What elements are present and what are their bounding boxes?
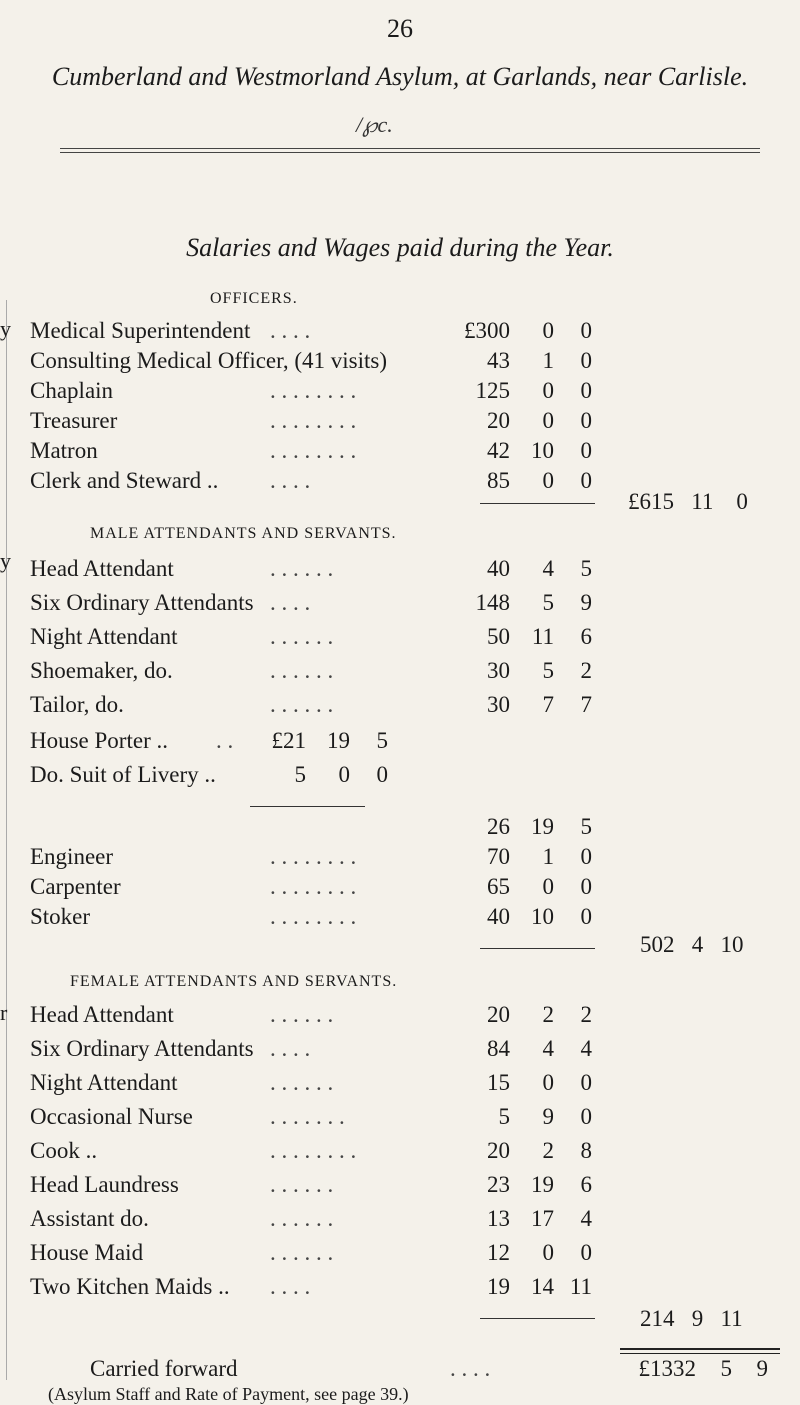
row-pounds: 20 [487, 1002, 510, 1027]
row-pence: 5 [580, 556, 592, 581]
ledger-row [30, 378, 600, 412]
row-pence: 7 [580, 692, 592, 717]
porter-rule [250, 806, 365, 807]
row-shillings: 0 [542, 874, 554, 899]
row-dots: . . . . . . . . [270, 874, 357, 899]
male-total-shillings: 4 [691, 932, 704, 957]
row-shillings: 2 [542, 1138, 554, 1163]
double-rule [620, 1348, 780, 1354]
male-total [640, 932, 744, 958]
row-dots: . . . . . . . [270, 1104, 345, 1129]
row-pence: 0 [580, 904, 592, 929]
row-pence: 0 [580, 348, 592, 373]
officers-total-pounds: £615 [628, 489, 674, 514]
subtitle: Salaries and Wages paid during the Year. [186, 233, 614, 262]
row-label: Treasurer [30, 408, 118, 433]
row-shillings: 9 [542, 1104, 554, 1129]
row-shillings: 1 [542, 348, 554, 373]
row-shillings: 0 [542, 378, 554, 403]
row-pounds: 30 [487, 658, 510, 683]
ledger-row [30, 692, 600, 726]
row-shillings: 0 [542, 318, 554, 343]
row-pounds: 84 [487, 1036, 510, 1061]
row-dots: . . . . . . [270, 556, 334, 581]
row-dots: . . . . [270, 1036, 311, 1061]
row-shillings: 14 [531, 1274, 554, 1299]
section-heading-officers: OFFICERS. [210, 290, 298, 307]
ledger-row [30, 1240, 600, 1274]
carried-forward-label: Carried forward [90, 1356, 238, 1381]
row-pounds: 5 [498, 1104, 510, 1129]
row-shillings: 10 [531, 438, 554, 463]
row-dots: . . . . . . [270, 1070, 334, 1095]
row-dots: . . . . . . [270, 692, 334, 717]
row-pounds: 15 [487, 1070, 510, 1095]
row-dots: . . . . . . [270, 624, 334, 649]
row-shillings: 1 [542, 844, 554, 869]
row-dots: . . . . . . [270, 1240, 334, 1265]
footnote: (Asylum Staff and Rate of Payment, see page 39.) [48, 1384, 409, 1404]
row-dots: . . . . . . . . [270, 438, 357, 463]
row-pence: 9 [580, 590, 592, 615]
ledger-row [30, 348, 600, 382]
livery-row [30, 762, 590, 796]
row-label: Night Attendant [30, 624, 178, 649]
female-total-pounds: 214 [640, 1306, 675, 1331]
livery-shillings: 0 [338, 762, 350, 787]
male-total-pence: 10 [720, 932, 744, 957]
ledger-row [30, 1070, 600, 1104]
ledger-row [30, 874, 600, 908]
row-dots: . . . . [270, 1274, 311, 1299]
ledger-row [30, 556, 600, 590]
carried-forward-pence: 9 [756, 1356, 768, 1381]
carried-forward-pounds: £1332 [638, 1356, 696, 1381]
row-pounds: 65 [487, 874, 510, 899]
row-pence: 11 [569, 1274, 592, 1299]
row-pounds: 125 [475, 378, 510, 403]
row-dots: . . . . . . [270, 1206, 334, 1231]
officers-total [628, 489, 748, 515]
row-label: Tailor, do. [30, 692, 124, 717]
male-total-pounds: 502 [640, 932, 675, 957]
carried-forward-shillings: 5 [720, 1356, 732, 1381]
row-shillings: 2 [542, 1002, 554, 1027]
row-shillings: 10 [531, 904, 554, 929]
row-label: Night Attendant [30, 1070, 178, 1095]
row-pence: 0 [580, 438, 592, 463]
row-pence: 0 [580, 874, 592, 899]
row-label: Matron [30, 438, 98, 463]
porter-total-row [30, 814, 590, 848]
section-heading-female: FEMALE ATTENDANTS AND SERVANTS. [70, 973, 398, 990]
row-pence: 6 [580, 1172, 592, 1197]
porter-shillings: 19 [327, 728, 350, 753]
row-pounds: 148 [475, 590, 510, 615]
row-dots: . . . . . . [270, 1172, 334, 1197]
ledger-row [30, 658, 600, 692]
margin-mark: y [0, 548, 11, 573]
row-pounds: 13 [487, 1206, 510, 1231]
row-pounds: 50 [487, 624, 510, 649]
row-dots: . . . . [270, 468, 311, 493]
row-shillings: 4 [542, 556, 554, 581]
row-pounds: 40 [487, 904, 510, 929]
row-shillings: 11 [531, 624, 554, 649]
row-pence: 0 [580, 318, 592, 343]
row-dots: . . . . [270, 318, 311, 343]
row-label: Head Attendant [30, 1002, 174, 1027]
ledger-row [30, 904, 600, 938]
row-shillings: 5 [542, 590, 554, 615]
porter-row [30, 728, 590, 762]
ledger-row [30, 1104, 600, 1138]
row-shillings: 5 [542, 658, 554, 683]
row-shillings: 0 [542, 408, 554, 433]
row-label: Clerk and Steward .. [30, 468, 219, 493]
ledger-row [30, 1002, 600, 1036]
row-label: Stoker [30, 904, 91, 929]
row-shillings: 19 [531, 1172, 554, 1197]
row-pounds: 40 [487, 556, 510, 581]
row-shillings: 7 [542, 692, 554, 717]
row-shillings: 0 [542, 1070, 554, 1095]
binding-edge [6, 300, 7, 1380]
row-pounds: 12 [487, 1240, 510, 1265]
row-pounds: 19 [487, 1274, 510, 1299]
row-label: Chaplain [30, 378, 114, 403]
row-label: Engineer [30, 844, 114, 869]
porter-dots: . . [216, 728, 234, 753]
ledger-row [30, 438, 600, 472]
row-shillings: 4 [542, 1036, 554, 1061]
row-pence: 4 [580, 1036, 592, 1061]
ledger-row [30, 590, 600, 624]
row-pence: 8 [580, 1138, 592, 1163]
female-total [640, 1306, 743, 1332]
row-label: House Maid [30, 1240, 144, 1265]
row-pounds: 20 [487, 408, 510, 433]
row-pence: 6 [580, 624, 592, 649]
livery-label: Do. Suit of Livery .. [30, 762, 216, 787]
row-shillings: 0 [542, 1240, 554, 1265]
ledger-row [30, 1274, 600, 1308]
title-rule [60, 148, 760, 149]
officers-rule [480, 503, 595, 504]
row-pence: 4 [580, 1206, 592, 1231]
row-pence: 0 [580, 1070, 592, 1095]
row-pounds: £300 [464, 318, 510, 343]
officers-total-shillings: 11 [691, 489, 714, 514]
row-label: Medical Superintendent [30, 318, 251, 343]
ledger-row [30, 1036, 600, 1070]
handwritten-mark: /℘c. [356, 112, 393, 137]
row-pence: 0 [580, 1240, 592, 1265]
row-label: Assistant do. [30, 1206, 149, 1231]
row-shillings: 17 [531, 1206, 554, 1231]
livery-pounds: 5 [294, 762, 306, 787]
row-dots: . . . . . . . . [270, 1138, 357, 1163]
row-dots: . . . . . . . . [270, 904, 357, 929]
row-pence: 2 [580, 658, 592, 683]
row-pence: 0 [580, 408, 592, 433]
row-label: Head Laundress [30, 1172, 179, 1197]
ledger-row [30, 1138, 600, 1172]
row-label: Six Ordinary Attendants [30, 590, 254, 615]
ledger-row [30, 624, 600, 658]
livery-pence: 0 [376, 762, 388, 787]
row-label: Two Kitchen Maids .. [30, 1274, 230, 1299]
row-pounds: 20 [487, 1138, 510, 1163]
porter-total-pounds: 26 [487, 814, 510, 839]
title-rule-2 [60, 152, 760, 153]
porter-total-shillings: 19 [531, 814, 554, 839]
porter-pounds: £21 [271, 728, 306, 753]
page-number: 26 [387, 14, 413, 43]
section-heading-male: MALE ATTENDANTS AND SERVANTS. [90, 525, 397, 542]
row-dots: . . . . . . . . [270, 378, 357, 403]
margin-mark: r [0, 1000, 8, 1025]
row-pence: 0 [580, 378, 592, 403]
row-dots: . . . . [270, 590, 311, 615]
row-pence: 0 [580, 844, 592, 869]
ledger-row [30, 468, 600, 502]
row-label: Consulting Medical Officer, (41 visits) [30, 348, 388, 373]
porter-pence: 5 [376, 728, 388, 753]
female-rule [480, 1318, 595, 1319]
row-label: Carpenter [30, 874, 121, 899]
row-dots: . . . . . . [270, 1002, 334, 1027]
row-pounds: 85 [487, 468, 510, 493]
female-total-pence: 11 [720, 1306, 743, 1331]
row-label: Head Attendant [30, 556, 174, 581]
row-pounds: 30 [487, 692, 510, 717]
row-pence: 0 [580, 1104, 592, 1129]
ledger-row [30, 1206, 600, 1240]
row-pounds: 23 [487, 1172, 510, 1197]
row-pounds: 70 [487, 844, 510, 869]
row-pounds: 42 [487, 438, 510, 463]
row-dots: . . . . . . [270, 658, 334, 683]
row-shillings: 0 [542, 468, 554, 493]
porter-total-pence: 5 [580, 814, 592, 839]
row-pence: 0 [580, 468, 592, 493]
ledger-row [30, 1172, 600, 1206]
row-label: Shoemaker, do. [30, 658, 173, 683]
row-dots: . . . . . . . . [270, 408, 357, 433]
row-label: Occasional Nurse [30, 1104, 193, 1129]
margin-mark: y [0, 316, 11, 341]
ledger-row [30, 408, 600, 442]
row-label: Cook .. [30, 1138, 98, 1163]
ledger-row [30, 844, 600, 878]
male-rule [480, 948, 595, 949]
porter-label: House Porter .. [30, 728, 168, 753]
carried-forward-dots: . . . . [450, 1356, 491, 1381]
female-total-shillings: 9 [691, 1306, 704, 1331]
officers-total-pence: 0 [736, 489, 748, 514]
row-label: Six Ordinary Attendants [30, 1036, 254, 1061]
row-pence: 2 [580, 1002, 592, 1027]
ledger-row [30, 318, 600, 352]
row-dots: . . . . . . . . [270, 844, 357, 869]
row-pounds: 43 [487, 348, 510, 373]
page-title: Cumberland and Westmorland Asylum, at Garlands, near Carlisle. [51, 62, 749, 91]
